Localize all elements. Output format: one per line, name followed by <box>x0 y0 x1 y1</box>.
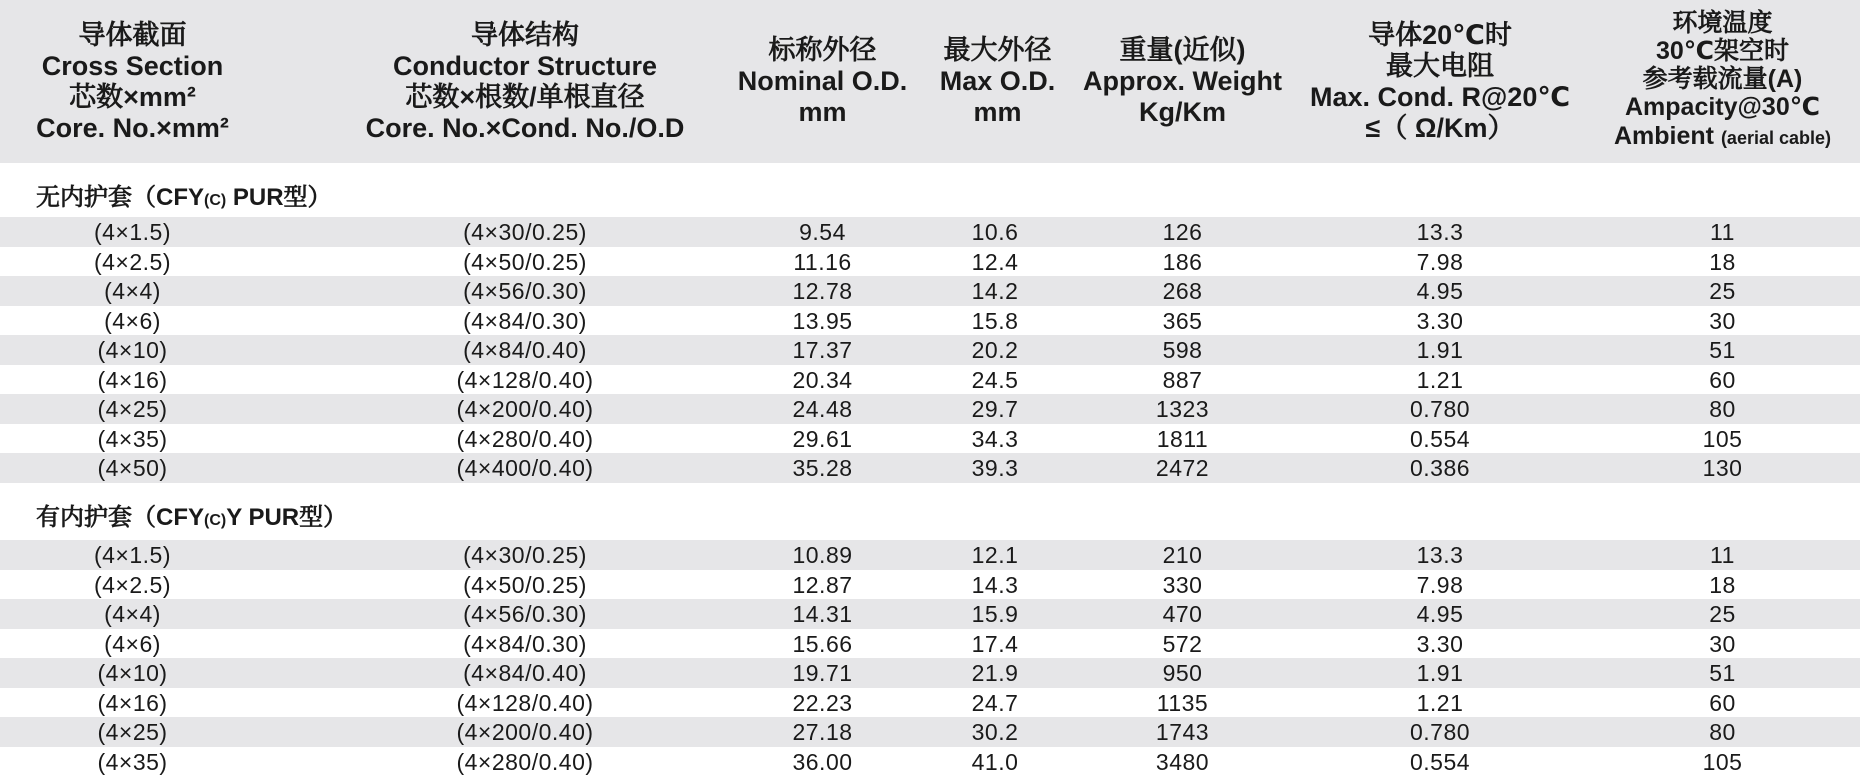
cell-nominal-od: 27.18 <box>792 719 853 745</box>
table-row <box>0 599 1860 629</box>
cell-max-od: 34.3 <box>971 425 1019 452</box>
cell-resistance: 1.21 <box>1416 366 1464 393</box>
cell-resistance: 7.98 <box>1416 571 1464 598</box>
header-max-od <box>920 0 1075 163</box>
cell-conductor-structure: (4×84/0.30) <box>463 630 587 657</box>
section-title-text: 有内护套（CFY <box>36 504 204 531</box>
header-text: mm <box>798 97 847 127</box>
cell-cross-section: (4×10) <box>97 337 168 363</box>
cell-max-od: 15.8 <box>971 307 1019 334</box>
header-cross-section <box>0 0 265 163</box>
table-row <box>0 276 1860 306</box>
header-text: Conductor Structure <box>392 50 657 81</box>
table-row <box>0 747 1860 777</box>
header-text: Core. No.×Cond. No./O.D <box>365 112 685 143</box>
cell-conductor-structure: (4×30/0.25) <box>463 542 587 568</box>
cell-nominal-od: 12.87 <box>792 571 853 598</box>
header-text: Nominal O.D. <box>737 66 908 96</box>
cell-resistance: 3.30 <box>1416 307 1464 334</box>
cell-weight: 1811 <box>1156 425 1209 452</box>
cell-cross-section: (4×4) <box>104 601 161 627</box>
cell-ampacity: 30 <box>1709 307 1736 334</box>
cell-resistance: 7.98 <box>1416 248 1464 275</box>
header-text: 30℃架空时 <box>1655 37 1790 65</box>
table-row <box>0 570 1860 600</box>
cell-ampacity: 30 <box>1709 630 1736 657</box>
cell-conductor-structure: (4×128/0.40) <box>456 689 594 716</box>
cell-cross-section: (4×35) <box>97 748 168 775</box>
cell-cross-section: (4×1.5) <box>93 219 171 245</box>
table-row <box>0 335 1860 365</box>
section-title-sub: (C) <box>204 192 227 209</box>
header-text: Ambient <box>1613 122 1714 150</box>
cell-cross-section: (4×1.5) <box>93 542 171 568</box>
table-row <box>0 629 1860 659</box>
table-row <box>0 217 1860 247</box>
table-row <box>0 717 1860 747</box>
cell-max-od: 15.9 <box>971 601 1019 627</box>
cell-nominal-od: 22.23 <box>792 689 853 716</box>
cell-ampacity: 18 <box>1709 248 1736 275</box>
section-title-2 <box>36 503 347 536</box>
cell-nominal-od: 15.66 <box>792 630 853 657</box>
cell-resistance: 0.554 <box>1409 425 1471 452</box>
header-text: mm <box>973 97 1022 127</box>
header-conductor-structure <box>320 0 730 163</box>
cell-cross-section: (4×2.5) <box>93 248 171 275</box>
cell-ampacity: 25 <box>1709 601 1736 627</box>
cell-ampacity: 80 <box>1709 396 1736 422</box>
cell-ampacity: 11 <box>1710 542 1735 568</box>
cell-max-od: 14.2 <box>971 278 1019 304</box>
section-title-end: Y PUR型） <box>226 504 348 531</box>
cell-conductor-structure: (4×128/0.40) <box>456 366 594 393</box>
cell-ampacity: 130 <box>1702 455 1743 481</box>
cell-weight: 1743 <box>1155 719 1210 745</box>
header-text: 芯数×根数/单根直径 <box>405 81 645 112</box>
header-text: Cross Section <box>41 50 224 81</box>
table-row <box>0 247 1860 277</box>
cell-weight: 365 <box>1162 307 1203 334</box>
cell-ampacity: 18 <box>1709 571 1736 598</box>
cell-ampacity: 25 <box>1709 278 1736 304</box>
cell-max-od: 20.2 <box>971 337 1019 363</box>
cell-resistance: 4.95 <box>1416 278 1464 304</box>
header-text: Kg/Km <box>1139 97 1226 127</box>
header-text: 最大电阻 <box>1386 50 1494 81</box>
header-text: ≤（ Ω/Km） <box>1365 112 1515 143</box>
table-row <box>0 424 1860 454</box>
header-text: Approx. Weight <box>1083 66 1282 96</box>
cell-nominal-od: 29.61 <box>792 425 853 452</box>
section-title-text: 无内护套（CFY <box>36 184 204 211</box>
table-header <box>0 0 1860 163</box>
cell-resistance: 4.95 <box>1416 601 1464 627</box>
cell-cross-section: (4×6) <box>104 307 161 334</box>
cell-nominal-od: 10.89 <box>792 542 853 568</box>
cell-conductor-structure: (4×50/0.25) <box>463 248 587 275</box>
cell-ampacity: 11 <box>1710 219 1735 245</box>
cell-nominal-od: 24.48 <box>792 396 853 422</box>
cell-ampacity: 51 <box>1709 337 1736 363</box>
header-text: 导体结构 <box>471 19 579 50</box>
cell-nominal-od: 17.37 <box>792 337 853 363</box>
cell-max-od: 39.3 <box>971 455 1019 481</box>
header-text: 导体截面 <box>78 19 187 50</box>
cell-cross-section: (4×10) <box>97 660 168 686</box>
header-text: 导体20℃时 <box>1368 19 1512 50</box>
cell-conductor-structure: (4×84/0.40) <box>463 337 587 363</box>
cell-max-od: 12.1 <box>971 542 1019 568</box>
cell-weight: 2472 <box>1155 455 1210 481</box>
cell-weight: 268 <box>1162 278 1203 304</box>
cell-resistance: 1.91 <box>1416 660 1464 686</box>
cell-resistance: 13.3 <box>1416 542 1464 568</box>
cell-max-od: 10.6 <box>971 219 1019 245</box>
section-title-sub: (C) <box>204 512 227 529</box>
cell-nominal-od: 13.95 <box>792 307 853 334</box>
header-text: 参考载流量(A) <box>1642 65 1803 93</box>
table-row <box>0 306 1860 336</box>
cell-conductor-structure: (4×400/0.40) <box>456 455 594 481</box>
cell-ampacity: 105 <box>1702 425 1743 452</box>
header-text <box>1614 121 1831 154</box>
cell-weight: 572 <box>1162 630 1203 657</box>
cell-conductor-structure: (4×84/0.30) <box>463 307 587 334</box>
cell-resistance: 0.780 <box>1409 719 1471 745</box>
cell-conductor-structure: (4×280/0.40) <box>456 425 594 452</box>
header-text: Max O.D. <box>939 66 1056 96</box>
table-row <box>0 453 1860 483</box>
cell-conductor-structure: (4×280/0.40) <box>456 748 594 775</box>
cell-cross-section: (4×16) <box>97 366 168 393</box>
cell-nominal-od: 11.16 <box>793 248 852 275</box>
header-text: Ampacity@30℃ <box>1625 93 1820 121</box>
cell-weight: 950 <box>1162 660 1203 686</box>
cell-cross-section: (4×25) <box>97 719 168 745</box>
cell-resistance: 0.386 <box>1409 455 1471 481</box>
cell-weight: 126 <box>1162 219 1203 245</box>
cell-weight: 598 <box>1162 337 1203 363</box>
cell-max-od: 14.3 <box>971 571 1019 598</box>
cell-max-od: 29.7 <box>971 396 1019 422</box>
cell-max-od: 30.2 <box>971 719 1019 745</box>
cell-weight: 887 <box>1162 366 1203 393</box>
cell-weight: 186 <box>1162 248 1203 275</box>
header-resistance <box>1295 0 1585 163</box>
cell-cross-section: (4×25) <box>97 396 168 422</box>
cell-conductor-structure: (4×56/0.30) <box>463 601 587 627</box>
header-text: Max. Cond. R@20℃ <box>1309 81 1571 112</box>
cell-nominal-od: 19.71 <box>792 660 853 686</box>
cell-nominal-od: 14.31 <box>792 601 853 627</box>
cell-cross-section: (4×50) <box>97 455 168 481</box>
cell-ampacity: 60 <box>1709 689 1736 716</box>
cell-max-od: 12.4 <box>971 248 1019 275</box>
cell-resistance: 0.780 <box>1409 396 1471 422</box>
header-ampacity <box>1590 0 1855 163</box>
table-row <box>0 365 1860 395</box>
header-weight <box>1075 0 1290 163</box>
table-row <box>0 658 1860 688</box>
cell-ampacity: 80 <box>1709 719 1736 745</box>
cell-conductor-structure: (4×200/0.40) <box>456 396 594 422</box>
cell-max-od: 24.5 <box>971 366 1019 393</box>
cell-resistance: 1.21 <box>1416 689 1464 716</box>
cell-cross-section: (4×16) <box>97 689 168 716</box>
table-row <box>0 394 1860 424</box>
cell-weight: 470 <box>1162 601 1203 627</box>
cell-nominal-od: 9.54 <box>799 219 846 245</box>
header-text: Core. No.×mm² <box>36 112 229 143</box>
cell-resistance: 3.30 <box>1416 630 1464 657</box>
cell-cross-section: (4×2.5) <box>93 571 171 598</box>
cell-resistance: 1.91 <box>1416 337 1464 363</box>
cell-nominal-od: 35.28 <box>792 455 853 481</box>
cell-weight: 1323 <box>1155 396 1210 422</box>
header-text: 芯数×mm² <box>69 81 196 112</box>
header-text: (aerial cable) <box>1720 128 1831 148</box>
cell-nominal-od: 20.34 <box>792 366 853 393</box>
cell-resistance: 13.3 <box>1416 219 1464 245</box>
cell-cross-section: (4×35) <box>97 425 168 452</box>
header-text: 重量(近似) <box>1119 35 1246 65</box>
cell-max-od: 21.9 <box>971 660 1019 686</box>
cell-nominal-od: 12.78 <box>792 278 853 304</box>
cell-resistance: 0.554 <box>1409 748 1471 775</box>
cell-nominal-od: 36.00 <box>792 748 853 775</box>
cell-weight: 3480 <box>1155 748 1210 775</box>
cell-conductor-structure: (4×200/0.40) <box>456 719 594 745</box>
cell-ampacity: 105 <box>1702 748 1743 775</box>
table-row <box>0 540 1860 570</box>
cell-max-od: 17.4 <box>971 630 1019 657</box>
cell-conductor-structure: (4×30/0.25) <box>463 219 587 245</box>
header-text: 最大外径 <box>943 35 1052 65</box>
cell-weight: 330 <box>1162 571 1203 598</box>
cell-conductor-structure: (4×84/0.40) <box>463 660 587 686</box>
cell-weight: 210 <box>1162 542 1203 568</box>
section-title-end: PUR型） <box>226 184 332 211</box>
cell-cross-section: (4×6) <box>104 630 161 657</box>
cell-conductor-structure: (4×56/0.30) <box>463 278 587 304</box>
header-text: 环境温度 <box>1672 9 1773 37</box>
cell-ampacity: 60 <box>1709 366 1736 393</box>
cell-ampacity: 51 <box>1709 660 1736 686</box>
table-row <box>0 688 1860 718</box>
cell-cross-section: (4×4) <box>104 278 161 304</box>
header-nominal-od <box>730 0 915 163</box>
cell-max-od: 24.7 <box>971 689 1019 716</box>
cell-max-od: 41.0 <box>971 748 1019 775</box>
cell-conductor-structure: (4×50/0.25) <box>463 571 587 598</box>
section-title-1 <box>36 183 332 216</box>
header-text: 标称外径 <box>768 35 877 65</box>
cell-weight: 1135 <box>1156 689 1209 716</box>
